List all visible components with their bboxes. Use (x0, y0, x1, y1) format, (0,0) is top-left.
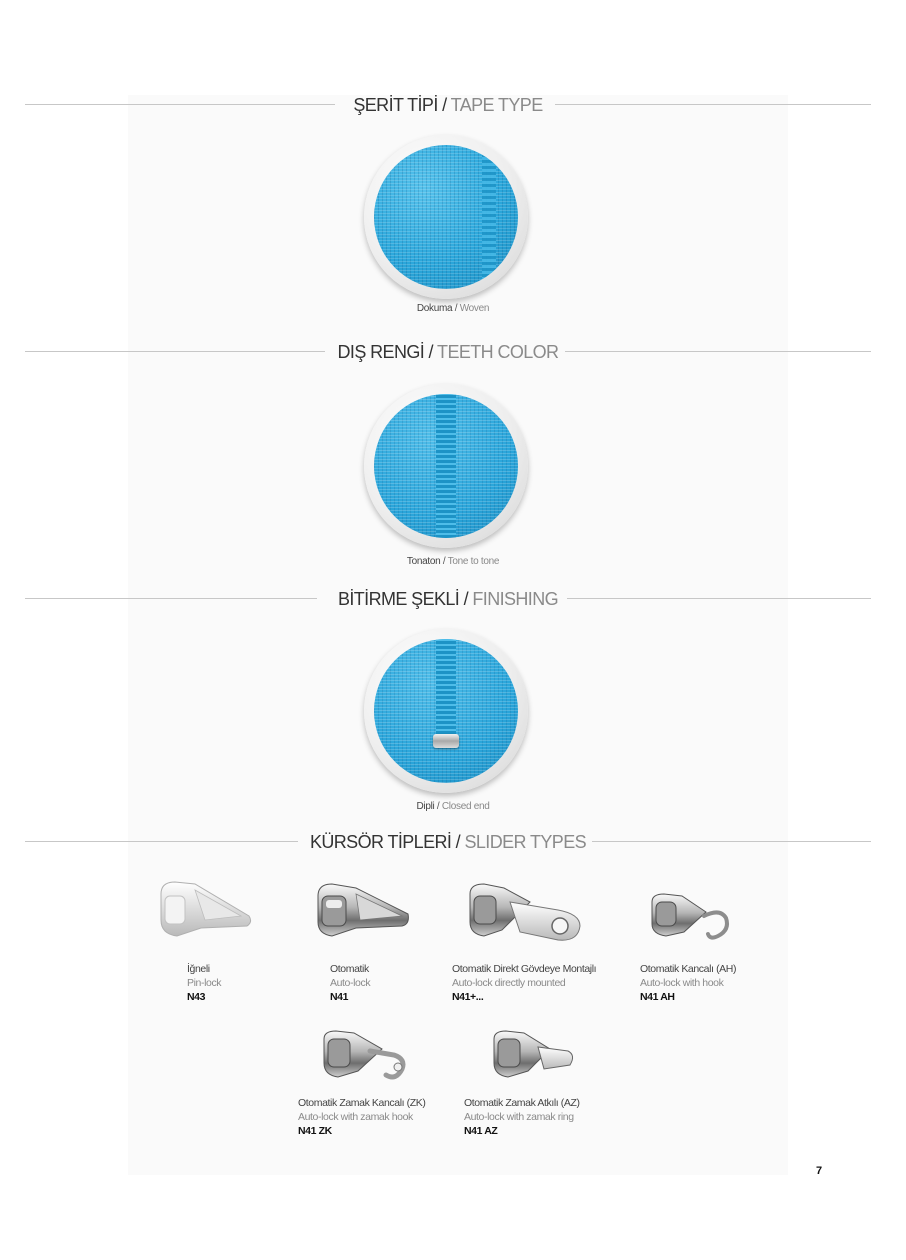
woven-tape-image (374, 145, 518, 289)
teeth-color-image (374, 394, 518, 538)
slider-name-en: Auto-lock (330, 977, 371, 989)
directly-mounted-slider-icon (450, 880, 590, 950)
slider-name-tr: Otomatik Kancalı (AH) (640, 963, 737, 975)
caption-separator: / (434, 801, 442, 812)
title-en: FINISHING (472, 589, 559, 609)
slider-name-en: Auto-lock with hook (640, 977, 724, 989)
slider-name-tr: İğneli (187, 963, 210, 975)
tape-edge (482, 145, 496, 289)
slider-code: N41+... (452, 991, 484, 1003)
closed-end-swatch (364, 629, 528, 793)
caption-tr: Dipli (416, 801, 435, 812)
hook-slider-icon (640, 888, 740, 948)
section-header-teeth-color (25, 341, 871, 363)
zipper-teeth (436, 639, 456, 739)
title-separator: / (451, 832, 465, 852)
section-title (25, 831, 871, 853)
title-tr: DIŞ RENGİ (337, 342, 425, 362)
slider-label (187, 962, 221, 1004)
bottom-stop-icon (433, 734, 459, 748)
section-header-finishing (25, 588, 871, 610)
caption-tape-type (0, 303, 906, 314)
zamak-ring-slider-icon (484, 1025, 594, 1091)
title-separator: / (437, 95, 451, 115)
slider-label (452, 962, 596, 1004)
closed-end-image (374, 639, 518, 783)
teeth-color-swatch (364, 384, 528, 548)
caption-tr: Tonaton (406, 556, 441, 567)
caption-teeth-color (0, 556, 906, 567)
slider-name-tr: Otomatik Zamak Kancalı (ZK) (298, 1097, 426, 1109)
woven-tape-swatch (364, 135, 528, 299)
title-separator: / (459, 589, 473, 609)
slider-name-tr: Otomatik (330, 963, 369, 975)
slider-label (298, 1096, 425, 1138)
slider-name-en: Auto-lock with zamak ring (464, 1111, 574, 1123)
slider-label (640, 962, 736, 1004)
title-separator: / (424, 342, 438, 362)
section-title (25, 94, 871, 116)
slider-code: N41 (330, 991, 349, 1003)
section-title (25, 588, 871, 610)
caption-tr: Dokuma (416, 303, 453, 314)
slider-label (464, 1096, 580, 1138)
pin-lock-slider-icon (155, 876, 255, 946)
zamak-hook-slider-icon (310, 1025, 420, 1091)
page-number: 7 (816, 1165, 823, 1177)
title-tr: KÜRSÖR TİPLERİ (309, 832, 452, 852)
slider-name-tr: Otomatik Zamak Atkılı (AZ) (464, 1097, 580, 1109)
title-en: SLIDER TYPES (464, 832, 587, 852)
slider-code: N41 AZ (464, 1125, 498, 1137)
section-header-tape-type (25, 94, 871, 116)
section-header-slider-types (25, 831, 871, 853)
slider-name-en: Auto-lock with zamak hook (298, 1111, 413, 1123)
caption-en: Woven (459, 303, 490, 314)
slider-name-en: Auto-lock directly mounted (452, 977, 566, 989)
zipper-teeth (436, 394, 456, 538)
title-en: TAPE TYPE (450, 95, 543, 115)
slider-label (330, 962, 370, 1004)
caption-separator: / (440, 556, 448, 567)
title-tr: BİTİRME ŞEKLİ (337, 589, 460, 609)
title-en: TEETH COLOR (437, 342, 559, 362)
slider-name-en: Pin-lock (187, 977, 222, 989)
slider-code: N41 ZK (298, 1125, 332, 1137)
auto-lock-slider-icon (312, 880, 412, 940)
slider-code: N41 AH (640, 991, 675, 1003)
section-title (25, 341, 871, 363)
caption-finishing (0, 801, 906, 812)
title-tr: ŞERİT TİPİ (353, 95, 438, 115)
caption-separator: / (452, 303, 460, 314)
caption-en: Closed end (441, 801, 490, 812)
slider-name-tr: Otomatik Direkt Gövdeye Montajlı (452, 963, 597, 975)
slider-code: N43 (187, 991, 206, 1003)
caption-en: Tone to tone (447, 556, 500, 567)
